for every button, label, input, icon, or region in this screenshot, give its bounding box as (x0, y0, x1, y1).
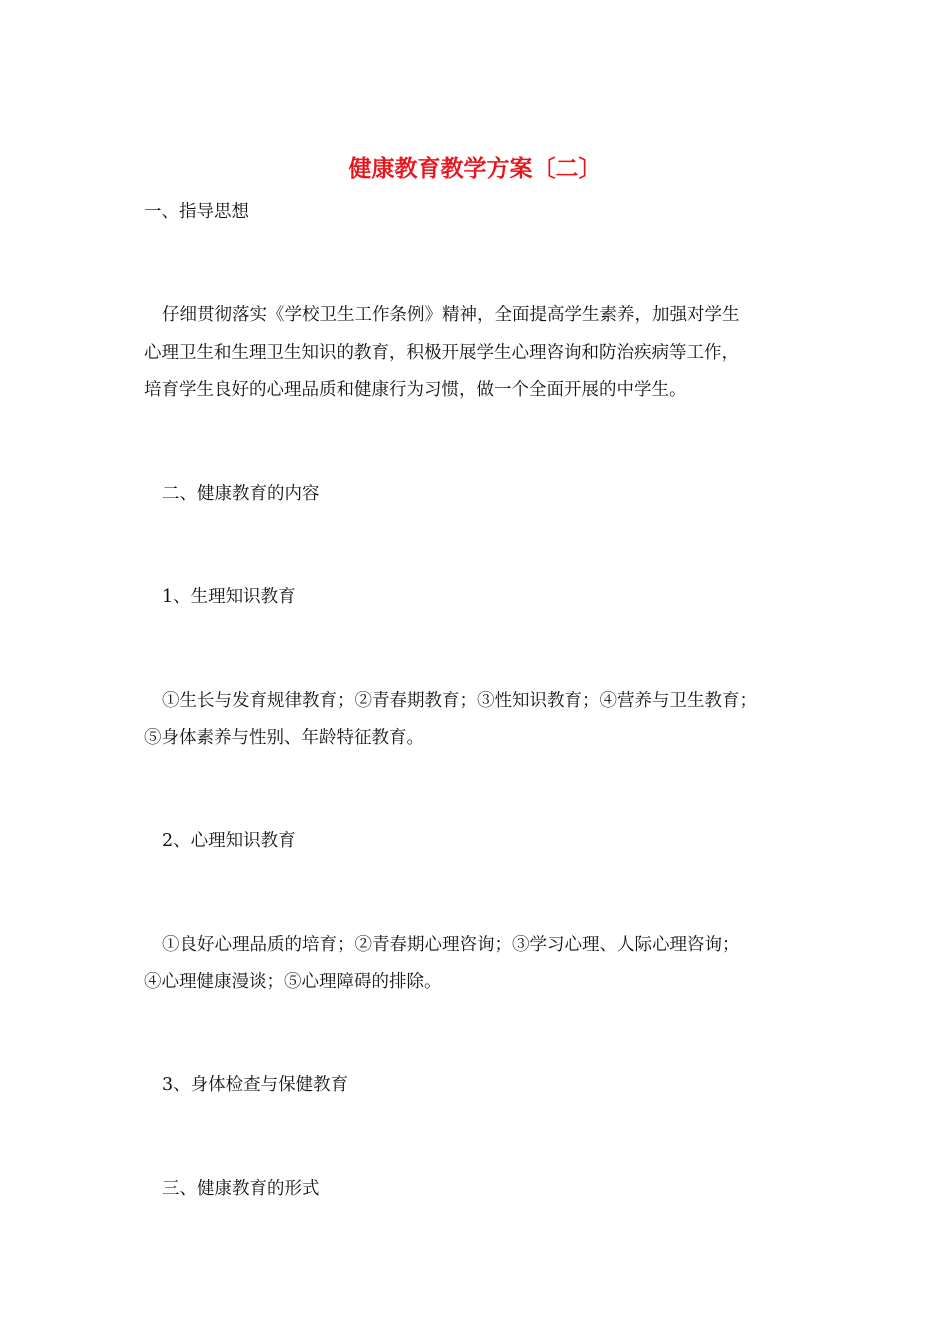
sub1-items-line-1: ①生长与发育规律教育；②青春期教育；③性知识教育；④营养与卫生教育； (162, 691, 757, 711)
sub2-items-line-1: ①良好心理品质的培育；②青春期心理咨询；③学习心理、人际心理咨询； (162, 935, 740, 955)
section2-heading: 二、健康教育的内容 (162, 484, 320, 504)
section1-para-line-1: 仔细贯彻落实《学校卫生工作条例》精神，全面提高学生素养，加强对学生 (162, 305, 740, 325)
section3-heading: 三、健康教育的形式 (162, 1179, 320, 1199)
sub2-heading: 2、心理知识教育 (162, 831, 296, 851)
section1-heading: 一、指导思想 (144, 202, 249, 222)
sub1-heading: 1、生理知识教育 (162, 587, 296, 607)
section1-para-line-3: 培育学生良好的心理品质和健康行为习惯，做一个全面开展的中学生。 (144, 380, 687, 400)
section1-para-line-2: 心理卫生和生理卫生知识的教育，积极开展学生心理咨询和防治疾病等工作， (144, 343, 739, 363)
sub2-items-line-2: ④心理健康漫谈；⑤心理障碍的排除。 (144, 972, 442, 992)
document-title: 健康教育教学方案〔二〕 (348, 155, 602, 182)
sub3-heading: 3、身体检查与保健教育 (162, 1075, 349, 1095)
sub1-items-line-2: ⑤身体素养与性别、年龄特征教育。 (144, 728, 424, 748)
